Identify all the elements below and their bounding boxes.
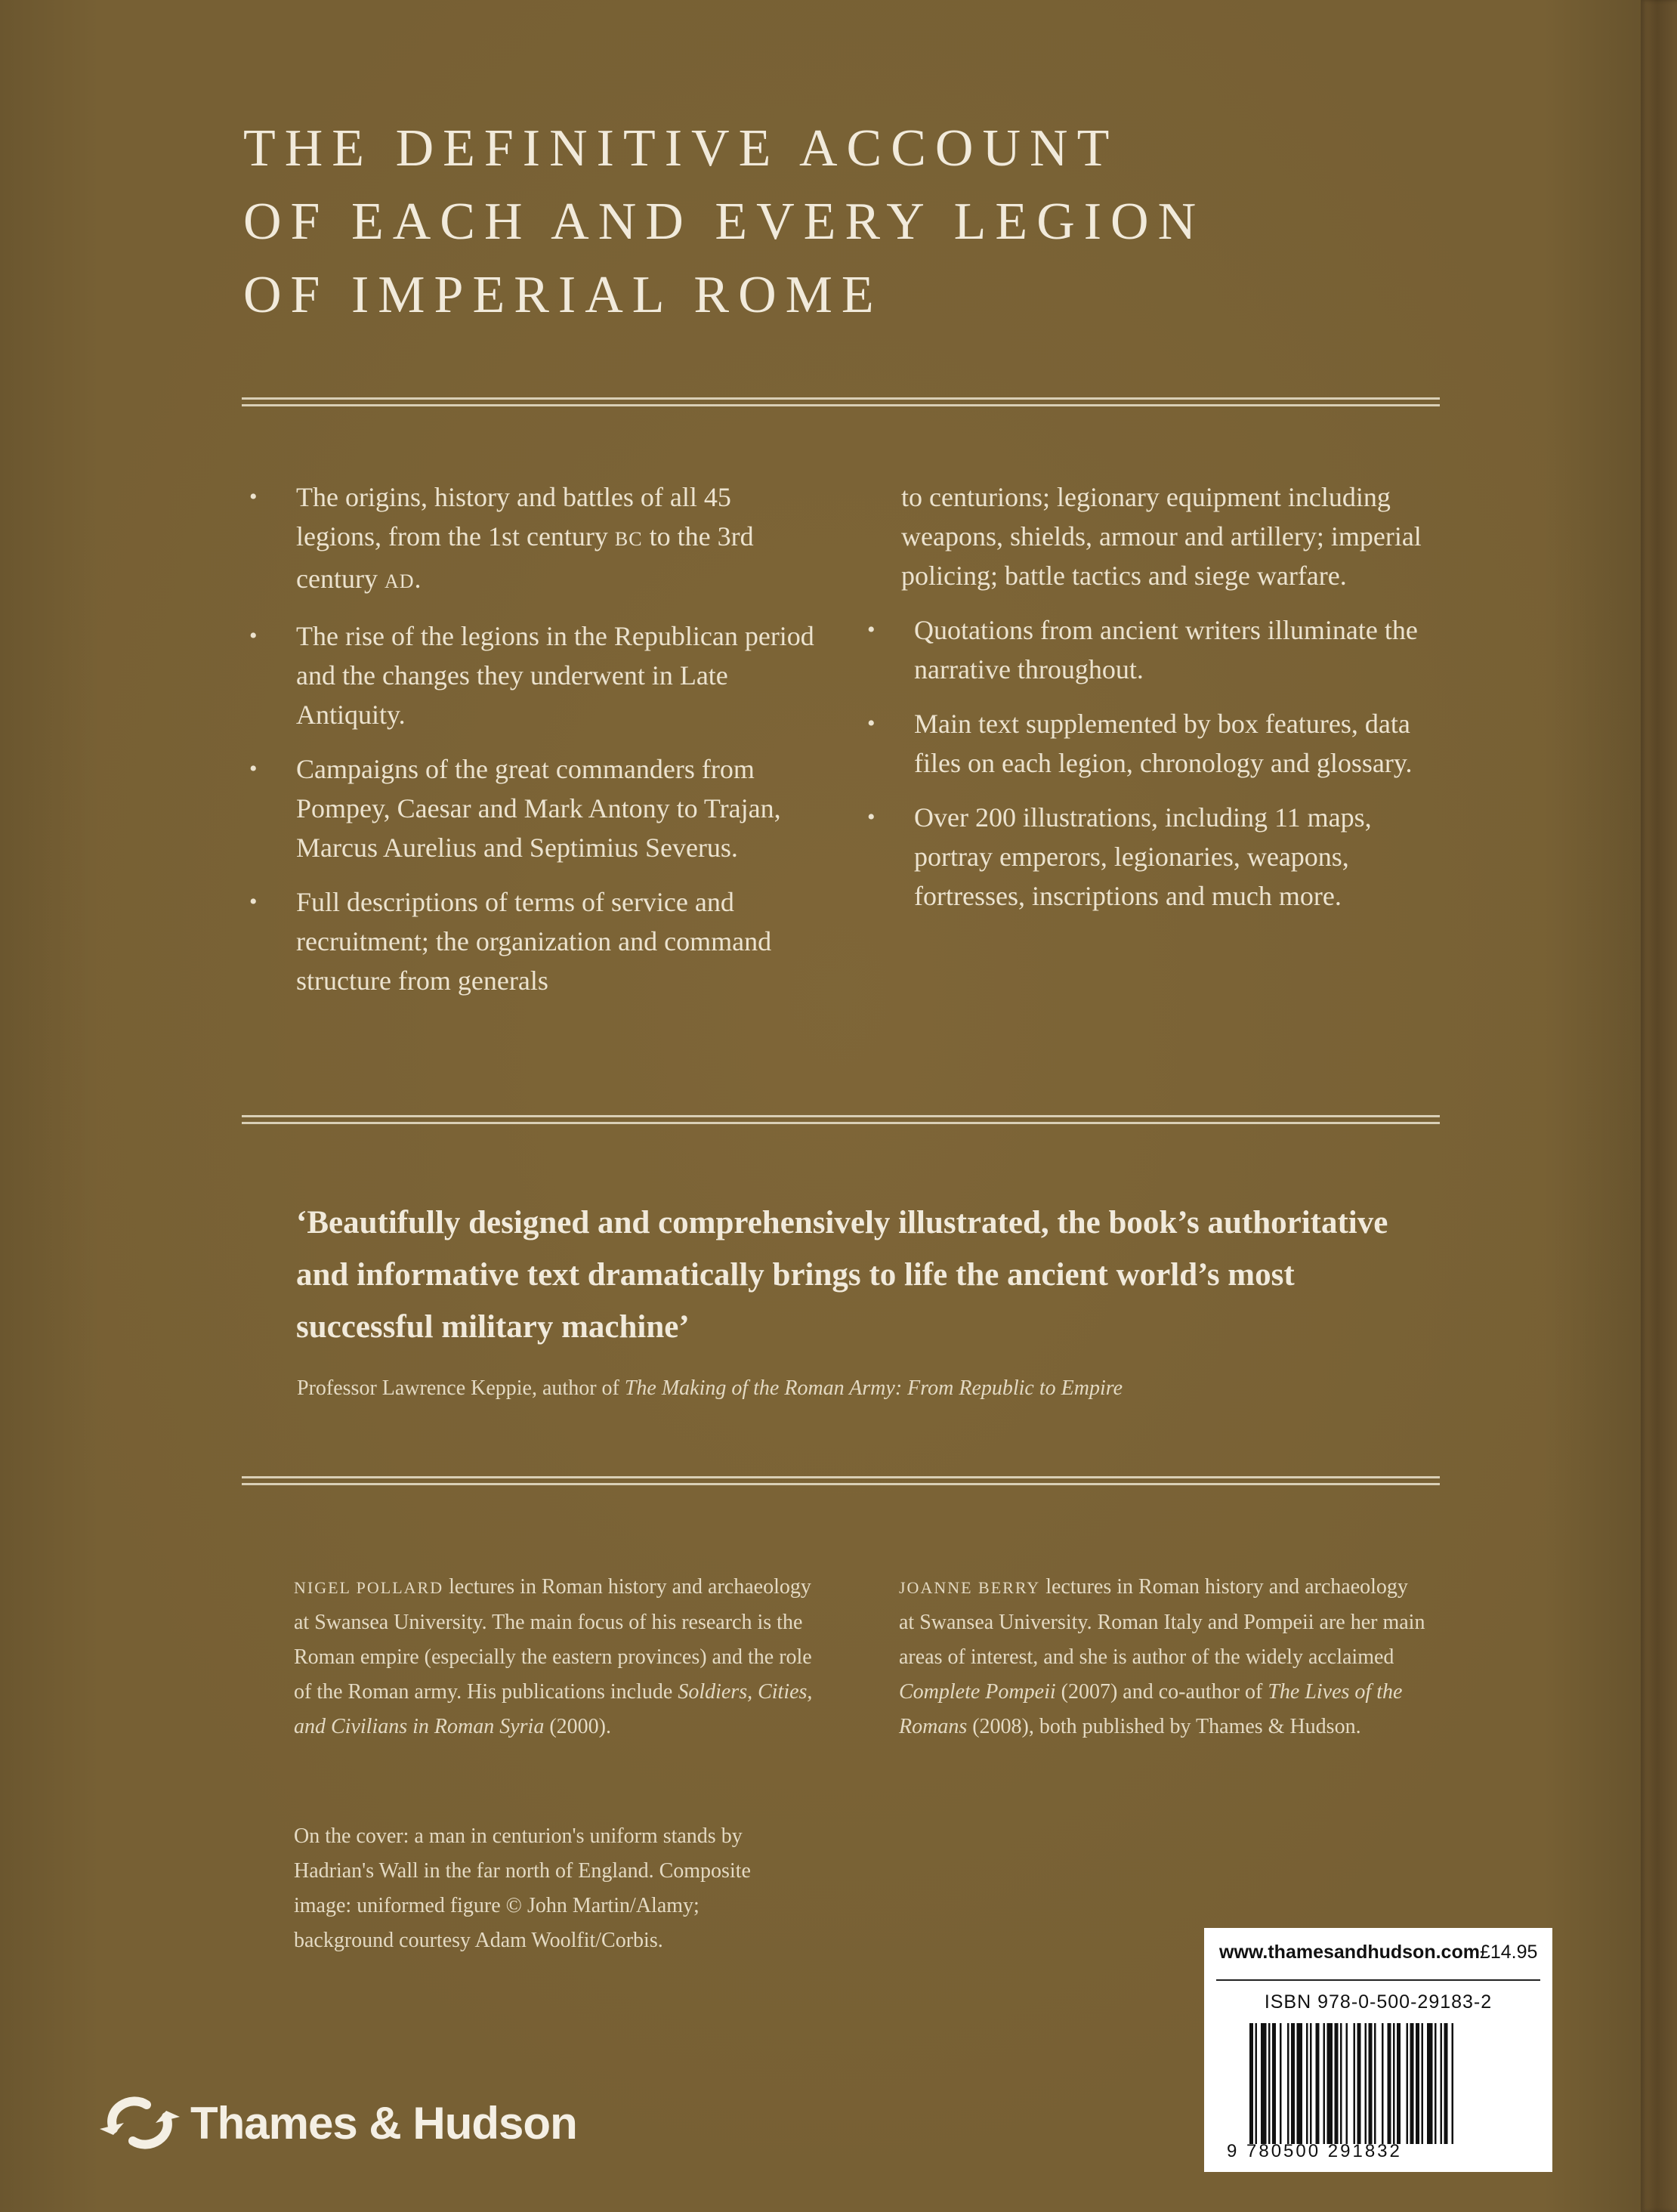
price: £14.95 — [1479, 1942, 1538, 1963]
author-name: JOANNE BERRY — [899, 1578, 1041, 1597]
divider-rule-2 — [242, 1115, 1440, 1124]
bullet-icon: • — [249, 484, 258, 509]
divider-rule-3 — [242, 1476, 1440, 1485]
headline-line-2: OF EACH AND EVERY LEGION — [243, 193, 1206, 251]
publisher-logo — [98, 2085, 577, 2161]
barcode-divider — [1216, 1979, 1540, 1981]
bullet-icon: • — [867, 711, 876, 736]
barcode-icon — [1249, 2023, 1520, 2144]
author-bio-berry: JOANNE BERRY lectures in Roman history and archaeology at Swansea University. Roman Italy and Pompeii are her main areas of interest, and she is author of the widely acclaimed Complete Pompeii (2007) and co-author of The Lives of the Romans (2008), both published by Thames & Hudson. — [899, 1575, 1425, 1738]
bullet-icon: • — [867, 805, 876, 830]
bullet-item-quotations: • Quotations from ancient writers illuminate the narrative throughout. — [861, 610, 1443, 689]
bullet-icon: • — [249, 756, 258, 781]
bullet-item-legions: • The origins, history and battles of all 45 legions, from the 1st century BC to the 3rd century AD. — [243, 477, 817, 601]
book-spine-edge — [1641, 0, 1677, 2212]
bullet-item-descriptions: • Full descriptions of terms of service and recruitment; the organization and command structure from generals — [243, 882, 817, 1000]
author-bio-pollard: NIGEL POLLARD lectures in Roman history and archaeology at Swansea University. The main focus of his research is the Roman empire (especially the eastern provinces) and the role of the Roman army. His publications include Soldiers, Cities, and Civilians in Roman Syria (2000). — [294, 1575, 813, 1738]
publisher-url: www.thamesandhudson.com — [1219, 1942, 1480, 1963]
headline-line-3: OF IMPERIAL ROME — [243, 266, 883, 324]
bullet-item-main-text: • Main text supplemented by box features, data files on each legion, chronology and glossary. — [861, 704, 1443, 783]
divider-rule-1 — [242, 397, 1440, 406]
bullet-item-campaigns: • Campaigns of the great commanders from Pompey, Caesar and Mark Antony to Trajan, Marcus Aurelius and Septimius Severus. — [243, 749, 817, 867]
barcode-digits: 9 780500 291832 — [1227, 2141, 1402, 2161]
barcode-panel — [1204, 1928, 1552, 2172]
thames-hudson-logo-icon — [98, 2085, 181, 2161]
quote-attribution: Professor Lawrence Keppie, author of The Making of the Roman Army: From Republic to Empire — [297, 1376, 1123, 1400]
isbn-text: ISBN 978-0-500-29183-2 — [1264, 1991, 1493, 2013]
review-quote: ‘Beautifully designed and comprehensively illustrated, the book’s authoritative and informative text dramatically brings to life the ancient world’s most successful military machine’ — [296, 1205, 1388, 1345]
headline-line-1: THE DEFINITIVE ACCOUNT — [243, 119, 1119, 178]
attribution-book-title: The Making of the Roman Army: From Republic to Empire — [624, 1376, 1123, 1400]
bullet-icon: • — [249, 889, 258, 914]
bullet-column-right — [861, 477, 1443, 931]
headline — [243, 112, 1376, 332]
author-name: NIGEL POLLARD — [294, 1578, 444, 1597]
bullet-icon: • — [249, 623, 258, 648]
bullet-item-continued: to centurions; legionary equipment including weapons, shields, armour and artillery; imperial policing; battle tactics and siege warfare. — [901, 482, 1422, 591]
cover-credit: On the cover: a man in centurion's uniform stands by Hadrian's Wall in the far north of England. Composite image: uniformed figure © John Martin/Alamy; background courtesy Adam Woolfit/Corbis. — [294, 1824, 751, 1952]
bullet-column-left — [243, 477, 817, 1015]
bullet-item-illustrations: • Over 200 illustrations, including 11 maps, portray emperors, legionaries, weapons, fortresses, inscriptions and much more. — [861, 798, 1443, 916]
bullet-icon: • — [867, 617, 876, 642]
bullet-item-rise: • The rise of the legions in the Republican period and the changes they underwent in Late Antiquity. — [243, 616, 817, 734]
publisher-name: Thames & Hudson — [190, 2097, 577, 2149]
